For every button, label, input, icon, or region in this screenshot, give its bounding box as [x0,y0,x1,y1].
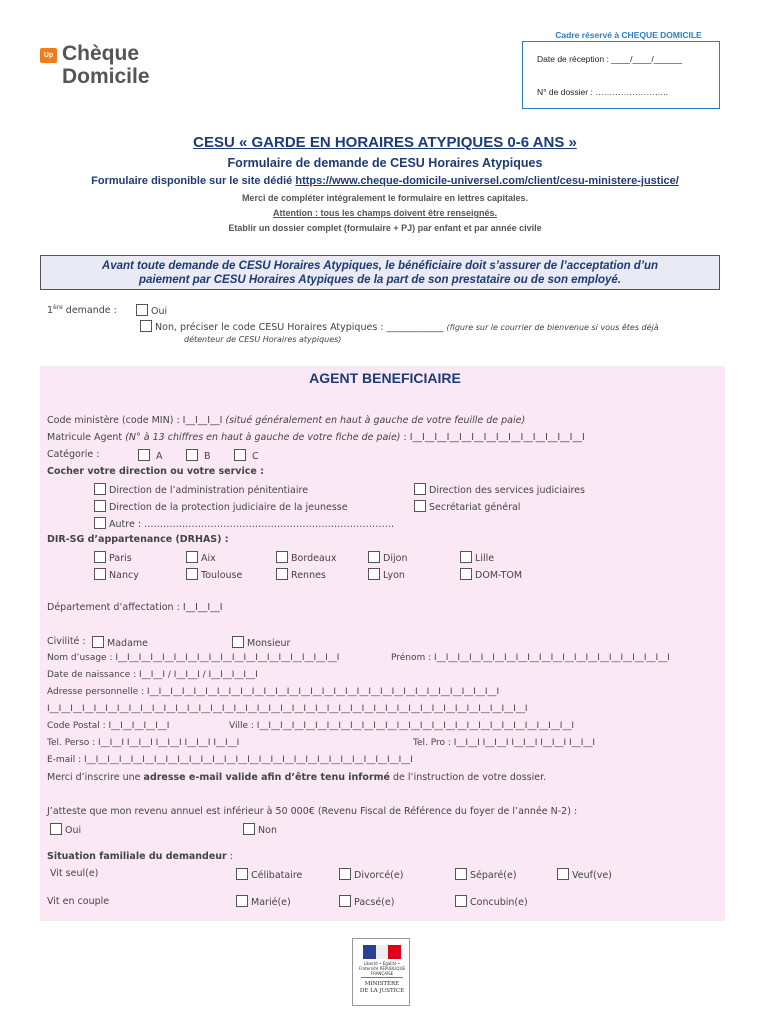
categorie-b[interactable]: B [186,449,211,462]
categorie-c[interactable]: C [234,449,259,462]
site-prefix: Formulaire disponible sur le site dédié [91,175,296,187]
oui-checkbox[interactable] [136,304,148,316]
dirsg-label: DIR-SG d’appartenance (DRHAS) : [47,534,229,545]
logo-line-2: Domicile [62,65,150,88]
city-toulouse[interactable]: Toulouse [186,568,242,581]
nom-usage-field[interactable]: Nom d’usage : I__I__I__I__I__I__I__I__I__I__I__I__I__I__I__I__I__I__I__I [47,653,340,663]
page-subtitle: Formulaire de demande de CESU Horaires Atypiques [227,156,543,170]
situation-label: Situation familiale du demandeur : [47,851,233,862]
reception-date-field[interactable]: Date de réception : ____/____/______ [537,54,683,64]
code-ministere-field[interactable]: Code ministère (code MIN) : I__I__I__I (situé généralement en haut à gauche de votre feuille de paie) [47,415,526,426]
civilite-madame[interactable]: Madame [92,636,148,649]
situation-concubin[interactable]: Concubin(e) [455,895,528,908]
cesu-code-note-2: détenteur de CESU Horaires atypiques) [184,335,342,344]
categorie-label: Catégorie : [47,449,100,460]
code-postal-field[interactable]: Code Postal : I__I__I__I__I__I [47,721,170,731]
date-naissance-field[interactable]: Date de naissance : I__I__I / I__I__I / I__I__I__I__I [47,670,258,680]
reserved-heading: Cadre réservé à CHEQUE DOMICILE [555,30,702,40]
situation-celibataire[interactable]: Célibataire [236,868,302,881]
site-line [0,175,770,187]
site-link[interactable]: https://www.cheque-domicile-universel.com/client/cesu-ministere-justice/ [295,175,679,187]
cheque-domicile-logo [38,40,168,90]
vit-seul-label: Vit seul(e) [50,868,99,879]
categorie-a[interactable]: A [138,449,163,462]
city-domtom[interactable]: DOM-TOM [460,568,522,581]
situation-veuf[interactable]: Veuf(ve) [557,868,612,881]
marianne-flag-icon [363,945,401,959]
notice-line-2: paiement par CESU Horaires Atypiques de la part de son prestataire ou de son employé. [138,274,622,286]
first-request-non[interactable]: Non, préciser le code CESU Horaires Atypiques : ____________ (figure sur le courrier de bienvenue si vous êtes déjà [140,320,659,333]
direction-label: Cocher votre direction ou votre service : [47,466,264,477]
city-dijon[interactable]: Dijon [368,551,407,564]
reserved-box [522,41,720,109]
first-request-label: 1ère demande : [47,304,117,317]
revenu-statement: J’atteste que mon revenu annuel est inférieur à 50 000€ (Revenu Fiscal de Référence du foyer de l’année N-2) : [47,806,578,817]
agent-section-title: AGENT BENEFICIAIRE [309,370,461,386]
city-nancy[interactable]: Nancy [94,568,139,581]
revenu-oui[interactable]: Oui [50,823,81,836]
city-bordeaux[interactable]: Bordeaux [276,551,336,564]
prenom-field[interactable]: Prénom : I__I__I__I__I__I__I__I__I__I__I__I__I__I__I__I__I__I__I__I__I [391,653,670,663]
cesu-code-note: (figure sur le courrier de bienvenue si vous êtes déjà [446,323,659,332]
departement-field[interactable]: Département d’affectation : I__I__I__I [47,602,223,613]
city-paris[interactable]: Paris [94,551,132,564]
adresse-field-2[interactable]: I__I__I__I__I__I__I__I__I__I__I__I__I__I__I__I__I__I__I__I__I__I__I__I__I__I__I__I__I__I__I__I__I__I__I__I__I__I__I__I__I__I [47,704,528,714]
situation-divorce[interactable]: Divorcé(e) [339,868,403,881]
ministry-motto: Liberté • Égalité • Fraternité RÉPUBLIQUE FRANÇAISE [358,961,406,976]
situation-marie[interactable]: Marié(e) [236,895,291,908]
ministry-logo [352,938,410,1006]
notice-line-1: Avant toute demande de CESU Horaires Atypiques, le bénéficiaire doit s’assurer de l’acceptation d’un [101,260,659,272]
email-note: Merci d’inscrire une adresse e-mail valide afin d’être tenu informé de l’instruction de votre dossier. [47,772,547,783]
ministry-name: MINISTÈRE DE LA JUSTICE [359,981,405,994]
situation-pacse[interactable]: Pacsé(e) [339,895,394,908]
city-lille[interactable]: Lille [460,551,494,564]
non-checkbox[interactable] [140,320,152,332]
direction-autre[interactable]: Autre : ……………………………………………………………………. [94,517,394,530]
civilite-label: Civilité : [47,636,86,647]
situation-separe[interactable]: Séparé(e) [455,868,517,881]
adresse-field[interactable]: Adresse personnelle : I__I__I__I__I__I__I__I__I__I__I__I__I__I__I__I__I__I__I__I__I__I__I__I__I__I__I__I__I__I__I [47,687,500,697]
city-aix[interactable]: Aix [186,551,216,564]
matricule-field[interactable]: Matricule Agent (N° à 13 chiffres en haut à gauche de votre fiche de paie) : I__I__I__I__I__I__I__I__I__I__I__I__I__I__I [47,432,585,443]
direction-sg[interactable]: Secrétariat général [414,500,520,513]
page-title: CESU « GARDE EN HORAIRES ATYPIQUES 0-6 ANS » [193,134,577,151]
vit-couple-label: Vit en couple [47,896,110,907]
instruction-2: Attention : tous les champs doivent être renseignés. [272,208,498,218]
dossier-number-field[interactable]: N° de dossier : …………………….. [537,87,668,97]
tel-pro-field[interactable]: Tel. Pro : I__I__I I__I__I I__I__I I__I__I I__I__I [413,738,596,748]
up-badge-icon: Up [40,48,57,63]
email-field[interactable]: E-mail : I__I__I__I__I__I__I__I__I__I__I__I__I__I__I__I__I__I__I__I__I__I__I__I__I__I__I__I__I [47,755,413,765]
direction-dsj[interactable]: Direction des services judiciaires [414,483,585,496]
city-lyon[interactable]: Lyon [368,568,405,581]
ville-field[interactable]: Ville : I__I__I__I__I__I__I__I__I__I__I__I__I__I__I__I__I__I__I__I__I__I__I__I__I__I__I__I [229,721,575,731]
direction-dpjj[interactable]: Direction de la protection judiciaire de la jeunesse [94,500,348,513]
instruction-1: Merci de compléter intégralement le formulaire en lettres capitales. [241,193,529,203]
direction-dap[interactable]: Direction de l’administration pénitentiaire [94,483,308,496]
first-request-oui[interactable]: Oui [136,304,167,317]
city-rennes[interactable]: Rennes [276,568,326,581]
revenu-non[interactable]: Non [243,823,277,836]
civilite-monsieur[interactable]: Monsieur [232,636,290,649]
tel-perso-field[interactable]: Tel. Perso : I__I__I I__I__I I__I__I I__I__I I__I__I [47,738,240,748]
logo-line-1: Chèque [62,42,140,65]
notice-box [40,255,720,290]
instruction-3: Etablir un dossier complet (formulaire + PJ) par enfant et par année civile [228,223,542,233]
